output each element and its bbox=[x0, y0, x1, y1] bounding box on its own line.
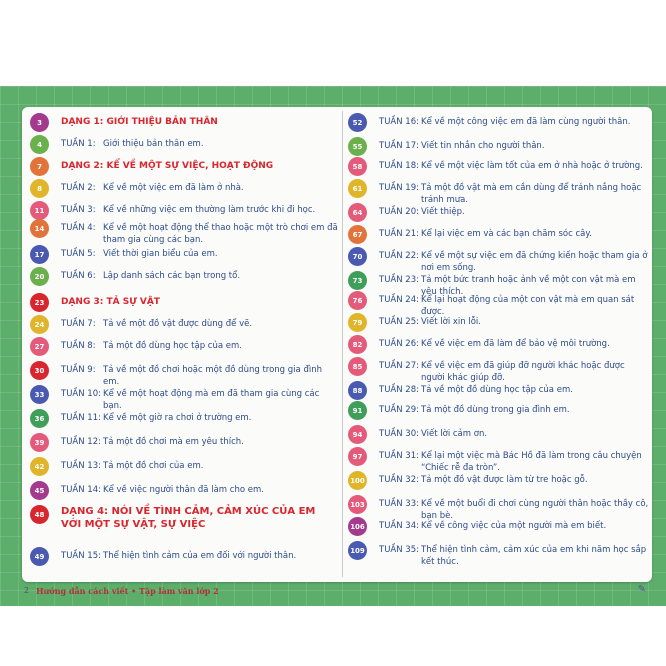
toc-entry bbox=[348, 313, 650, 332]
week-label: TUẦN 18: bbox=[379, 161, 419, 171]
entry-title: Tả về một đồ vật được dùng để vẽ. bbox=[103, 319, 253, 329]
page-number-badge: 100 bbox=[348, 471, 367, 490]
week-label: TUẦN 25: bbox=[379, 317, 419, 327]
page-number-badge: 42 bbox=[30, 457, 49, 476]
week-label: TUẦN 14: bbox=[61, 485, 101, 495]
week-label: TUẦN 35: bbox=[379, 545, 419, 555]
page-number-badge: 73 bbox=[348, 271, 367, 290]
toc-entry bbox=[30, 409, 338, 428]
page-number-badge: 33 bbox=[30, 385, 49, 404]
entry-title: Viết lời cảm ơn. bbox=[421, 429, 488, 439]
page-number-badge: 17 bbox=[30, 245, 49, 264]
section-title: DẠNG 1: GIỚI THIỆU BẢN THÂN bbox=[61, 117, 218, 127]
page-number-badge: 67 bbox=[348, 225, 367, 244]
page-number-badge: 55 bbox=[348, 137, 367, 156]
page-number-badge: 58 bbox=[348, 157, 367, 176]
toc-section-heading bbox=[30, 505, 338, 531]
week-label: TUẦN 31: bbox=[379, 451, 419, 461]
week-label: TUẦN 9: bbox=[61, 365, 96, 375]
section-title: DẠNG 4: NÓI VỀ TÌNH CẢM, CẢM XÚC CỦA EM VỚI MỘT SỰ VẬT, SỰ VIỆC bbox=[61, 506, 316, 530]
page-number: 2 bbox=[24, 586, 30, 595]
toc-entry bbox=[30, 135, 338, 154]
entry-title: Kể về một việc làm tốt của em ở nhà hoặc ở trường. bbox=[421, 161, 643, 171]
entry-title: Kể về một công việc em đã làm cùng người thân. bbox=[421, 117, 631, 127]
entry-title: Tả một đồ chơi của em. bbox=[103, 461, 204, 471]
page-number-badge: 52 bbox=[348, 113, 367, 132]
entry-title: Kể lại việc em và các bạn chăm sóc cây. bbox=[421, 229, 592, 239]
toc-entry bbox=[348, 335, 650, 354]
week-label: TUẦN 20: bbox=[379, 207, 419, 217]
entry-title: Tả về một đồ dùng học tập của em. bbox=[421, 385, 573, 395]
week-label: TUẦN 6: bbox=[61, 271, 96, 281]
entry-title: Kể về công việc của một người mà em biết. bbox=[421, 521, 607, 531]
page-number-badge: 39 bbox=[30, 433, 49, 452]
page-number-badge: 97 bbox=[348, 447, 367, 466]
toc-entry bbox=[30, 245, 338, 264]
section-title: DẠNG 3: TẢ SỰ VẬT bbox=[61, 297, 160, 307]
week-label: TUẦN 16: bbox=[379, 117, 419, 127]
entry-title: Kể lại một việc mà Bác Hồ đã làm trong câu chuyện “Chiếc rễ đa tròn”. bbox=[421, 451, 642, 473]
page-number-badge: 70 bbox=[348, 247, 367, 266]
week-label: TUẦN 8: bbox=[61, 341, 96, 351]
toc-entry bbox=[30, 219, 338, 246]
page-number-badge: 3 bbox=[30, 113, 49, 132]
entry-title: Kể về một sự việc em đã chứng kiến hoặc tham gia ở nơi em sống. bbox=[421, 251, 648, 273]
page-number-badge: 103 bbox=[348, 495, 367, 514]
week-label: TUẦN 34: bbox=[379, 521, 419, 531]
toc-entry bbox=[348, 425, 650, 444]
week-label: TUẦN 23: bbox=[379, 275, 419, 285]
week-label: TUẦN 11: bbox=[61, 413, 101, 423]
page-number-badge: 8 bbox=[30, 179, 49, 198]
week-label: TUẦN 10: bbox=[61, 389, 101, 399]
entry-title: Kể về một hoạt động thể thao hoặc một trò chơi em đã tham gia cùng các bạn. bbox=[103, 223, 338, 245]
section-title: DẠNG 2: KỂ VỀ MỘT SỰ VIỆC, HOẠT ĐỘNG bbox=[61, 161, 274, 171]
page-number-badge: 61 bbox=[348, 179, 367, 198]
entry-title: Viết thiệp. bbox=[421, 207, 465, 217]
week-label: TUẦN 15: bbox=[61, 551, 101, 561]
page-number-badge: 109 bbox=[348, 541, 367, 560]
page-number-badge: 106 bbox=[348, 517, 367, 536]
entry-title: Kể về những việc em thường làm trước khi đi học. bbox=[103, 205, 316, 215]
entry-title: Tả về một đồ chơi hoặc một đồ dùng trong gia đình em. bbox=[103, 365, 322, 387]
page-margin-top bbox=[0, 0, 666, 86]
toc-section-heading bbox=[30, 157, 338, 176]
toc-entry bbox=[30, 481, 338, 500]
week-label: TUẦN 29: bbox=[379, 405, 419, 415]
page-number-badge: 27 bbox=[30, 337, 49, 356]
toc-section-heading bbox=[30, 293, 338, 312]
toc-entry bbox=[348, 113, 650, 132]
entry-title: Viết lời xin lỗi. bbox=[421, 317, 481, 327]
week-label: TUẦN 2: bbox=[61, 183, 96, 193]
week-label: TUẦN 3: bbox=[61, 205, 96, 215]
entry-title: Viết thời gian biểu của em. bbox=[103, 249, 218, 259]
entry-title: Viết tin nhắn cho người thân. bbox=[421, 141, 545, 151]
toc-entry bbox=[348, 541, 650, 568]
page-number-badge: 14 bbox=[30, 219, 49, 238]
toc-entry bbox=[348, 517, 650, 536]
week-label: TUẦN 30: bbox=[379, 429, 419, 439]
page-number-badge: 79 bbox=[348, 313, 367, 332]
week-label: TUẦN 28: bbox=[379, 385, 419, 395]
toc-entry bbox=[348, 471, 650, 490]
page-number-badge: 88 bbox=[348, 381, 367, 400]
entry-title: Kể về việc người thân đã làm cho em. bbox=[103, 485, 264, 495]
toc-entry bbox=[30, 201, 338, 220]
entry-title: Giới thiệu bản thân em. bbox=[103, 139, 204, 149]
toc-entry bbox=[348, 357, 650, 384]
entry-title: Tả một bức tranh hoặc ảnh về một con vật mà em yêu thích. bbox=[421, 275, 636, 297]
page-number-badge: 82 bbox=[348, 335, 367, 354]
entry-title: Tả một đồ dùng học tập của em. bbox=[103, 341, 242, 351]
toc-entry bbox=[30, 361, 338, 388]
page-number-badge: 4 bbox=[30, 135, 49, 154]
toc-entry bbox=[348, 447, 650, 474]
page-number-badge: 76 bbox=[348, 291, 367, 310]
week-label: TUẦN 5: bbox=[61, 249, 96, 259]
week-label: TUẦN 24: bbox=[379, 295, 419, 305]
toc-entry bbox=[348, 203, 650, 222]
page-number-badge: 45 bbox=[30, 481, 49, 500]
toc-entry bbox=[348, 137, 650, 156]
page-number-badge: 11 bbox=[30, 201, 49, 220]
toc-entry bbox=[348, 179, 650, 206]
entry-title: Kể về một việc em đã làm ở nhà. bbox=[103, 183, 244, 193]
toc-entry bbox=[30, 433, 338, 452]
week-label: TUẦN 27: bbox=[379, 361, 419, 371]
page-footer bbox=[22, 584, 652, 602]
page-number-badge: 23 bbox=[30, 293, 49, 312]
toc-entry bbox=[348, 381, 650, 400]
entry-title: Tả một đồ vật mà em cần dùng để tránh nắng hoặc tránh mưa. bbox=[421, 183, 642, 205]
week-label: TUẦN 13: bbox=[61, 461, 101, 471]
week-label: TUẦN 21: bbox=[379, 229, 419, 239]
table-of-contents bbox=[22, 107, 652, 582]
toc-entry bbox=[30, 385, 338, 412]
week-label: TUẦN 19: bbox=[379, 183, 419, 193]
publisher-logo-icon: ✎ bbox=[637, 584, 646, 595]
entry-title: Kể về một hoạt động mà em đã tham gia cùng các bạn. bbox=[103, 389, 320, 411]
toc-entry bbox=[348, 401, 650, 420]
week-label: TUẦN 32: bbox=[379, 475, 419, 485]
footer-title: Hướng dẫn cách viết • Tập làm văn lớp 2 bbox=[36, 586, 219, 596]
page-number-badge: 64 bbox=[348, 203, 367, 222]
page-margin-bottom bbox=[0, 606, 666, 666]
entry-title: Thể hiện tình cảm, cảm xúc của em khi năm học sắp kết thúc. bbox=[421, 545, 647, 567]
page-number-badge: 20 bbox=[30, 267, 49, 286]
toc-entry bbox=[348, 247, 650, 274]
week-label: TUẦN 17: bbox=[379, 141, 419, 151]
toc-entry bbox=[30, 337, 338, 356]
page-number-badge: 48 bbox=[30, 505, 49, 524]
entry-title: Thể hiện tình cảm của em đối với người thân. bbox=[103, 551, 297, 561]
week-label: TUẦN 12: bbox=[61, 437, 101, 447]
toc-entry bbox=[30, 315, 338, 334]
page-number-badge: 7 bbox=[30, 157, 49, 176]
toc-entry bbox=[30, 179, 338, 198]
entry-title: Tả một đồ dùng trong gia đình em. bbox=[421, 405, 570, 415]
entry-title: Kể về việc em đã làm để bảo vệ môi trường. bbox=[421, 339, 610, 349]
entry-title: Kể về một giờ ra chơi ở trường em. bbox=[103, 413, 252, 423]
column-divider bbox=[342, 111, 343, 577]
week-label: TUẦN 22: bbox=[379, 251, 419, 261]
entry-title: Tả một đồ vật được làm từ tre hoặc gỗ. bbox=[421, 475, 588, 485]
entry-title: Tả một đồ chơi mà em yêu thích. bbox=[103, 437, 244, 447]
week-label: TUẦN 4: bbox=[61, 223, 96, 233]
page-number-badge: 85 bbox=[348, 357, 367, 376]
page-number-badge: 94 bbox=[348, 425, 367, 444]
toc-entry bbox=[348, 225, 650, 244]
entry-title: Kể về việc em đã giúp đỡ người khác hoặc được người khác giúp đỡ. bbox=[421, 361, 625, 383]
week-label: TUẦN 26: bbox=[379, 339, 419, 349]
toc-entry bbox=[348, 157, 650, 176]
week-label: TUẦN 33: bbox=[379, 499, 419, 509]
page-number-badge: 30 bbox=[30, 361, 49, 380]
toc-entry bbox=[30, 457, 338, 476]
toc-entry bbox=[30, 267, 338, 286]
entry-title: Kể về một buổi đi chơi cùng người thân hoặc thầy cô, bạn bè. bbox=[421, 499, 649, 521]
week-label: TUẦN 7: bbox=[61, 319, 96, 329]
toc-entry bbox=[30, 547, 338, 566]
page-number-badge: 24 bbox=[30, 315, 49, 334]
page-number-badge: 91 bbox=[348, 401, 367, 420]
page-number-badge: 49 bbox=[30, 547, 49, 566]
page-number-badge: 36 bbox=[30, 409, 49, 428]
toc-section-heading bbox=[30, 113, 338, 132]
entry-title: Lập danh sách các bạn trong tổ. bbox=[103, 271, 241, 281]
entry-title: Kể lại hoạt động của một con vật mà em quan sát được. bbox=[421, 295, 635, 317]
week-label: TUẦN 1: bbox=[61, 139, 96, 149]
